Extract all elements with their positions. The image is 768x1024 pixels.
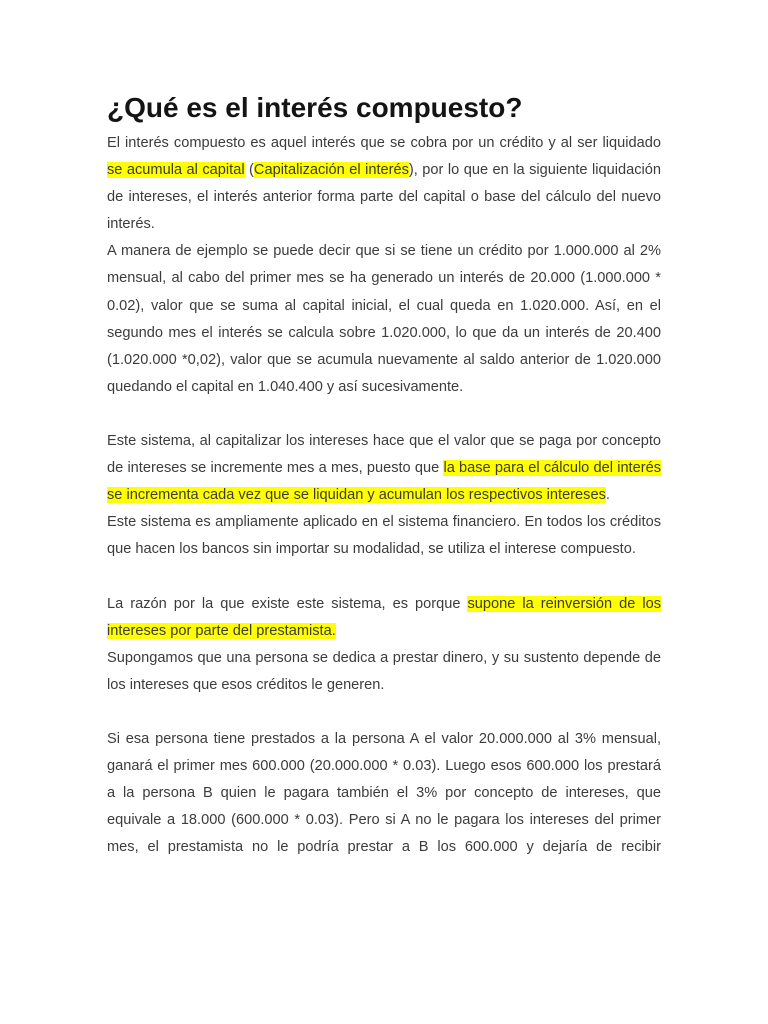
paragraph (107, 509, 661, 563)
text-run: ( (244, 162, 254, 179)
text-run: Si esa persona tiene prestados a la persona A el valor 20.000.000 al 3% mensual, ganará el primer mes 600.000 (20.000.000 * 0.03). Luego esos 600.000 los prestará a la persona B quien le pagara también el 3% por concepto de intereses, que equivale a 18.000 (600.000 * 0.03). Pero si A no le pagara los intereses del primer mes, el prestamista no le podría prestar a B los 600.000 y dejaría de recibir (107, 731, 661, 856)
paragraph (107, 238, 661, 401)
paragraph (107, 591, 661, 645)
document-title: ¿Qué es el interés compuesto? (107, 92, 523, 123)
text-run: La razón por la que existe este sistema, es porque (107, 595, 468, 612)
text-run: Este sistema, al capitalizar los intereses hace que el valor que se paga por concepto de intereses se incremente mes a mes, puesto que (107, 433, 661, 477)
text-run: . (605, 487, 610, 504)
paragraph (107, 130, 661, 238)
paragraph-spacer (107, 564, 661, 591)
highlighted-text: se acumula al capital (107, 162, 245, 179)
paragraph (107, 726, 661, 861)
paragraph (107, 645, 661, 699)
text-run: Supongamos que una persona se dedica a prestar dinero, y su sustento depende de los intereses que esos créditos le generen. (107, 649, 661, 693)
highlighted-text: supone la reinversión de los intereses por parte del prestamista. (107, 595, 661, 639)
paragraph-spacer (107, 401, 661, 428)
highlighted-text: Capitalización el interés (253, 162, 409, 179)
paragraph (107, 428, 661, 509)
text-run: Este sistema es ampliamente aplicado en el sistema financiero. En todos los créditos que hacen los bancos sin importar su modalidad, se utiliza el interese compuesto. (107, 514, 661, 558)
text-run: El interés compuesto es aquel interés que se cobra por un crédito y al ser liquidado (107, 135, 661, 151)
text-run: A manera de ejemplo se puede decir que si se tiene un crédito por 1.000.000 al 2% mensual, al cabo del primer mes se ha generado un interés de 20.000 (1.000.000 * 0.02), valor que se suma al capital inicial, el cual queda en 1.020.000. Así, en el segundo mes el interés se calcula sobre 1.020.000, lo que da un interés de 20.400 (1.020.000 *0,02), valor que se acumula nuevamente al saldo anterior de 1.020.000 quedando el capital en 1.040.400 y así sucesivamente. (107, 243, 661, 395)
paragraph-list (107, 130, 661, 862)
text-run: ), por lo que en la siguiente liquidación de intereses, el interés anterior forma parte del capital o base del cálculo del nuevo interés. (107, 162, 661, 233)
document-body (107, 88, 661, 862)
highlighted-text: la base para el cálculo del interés se incrementa cada vez que se liquidan y acumulan los respectivos intereses (107, 460, 662, 504)
paragraph-spacer (107, 699, 661, 726)
